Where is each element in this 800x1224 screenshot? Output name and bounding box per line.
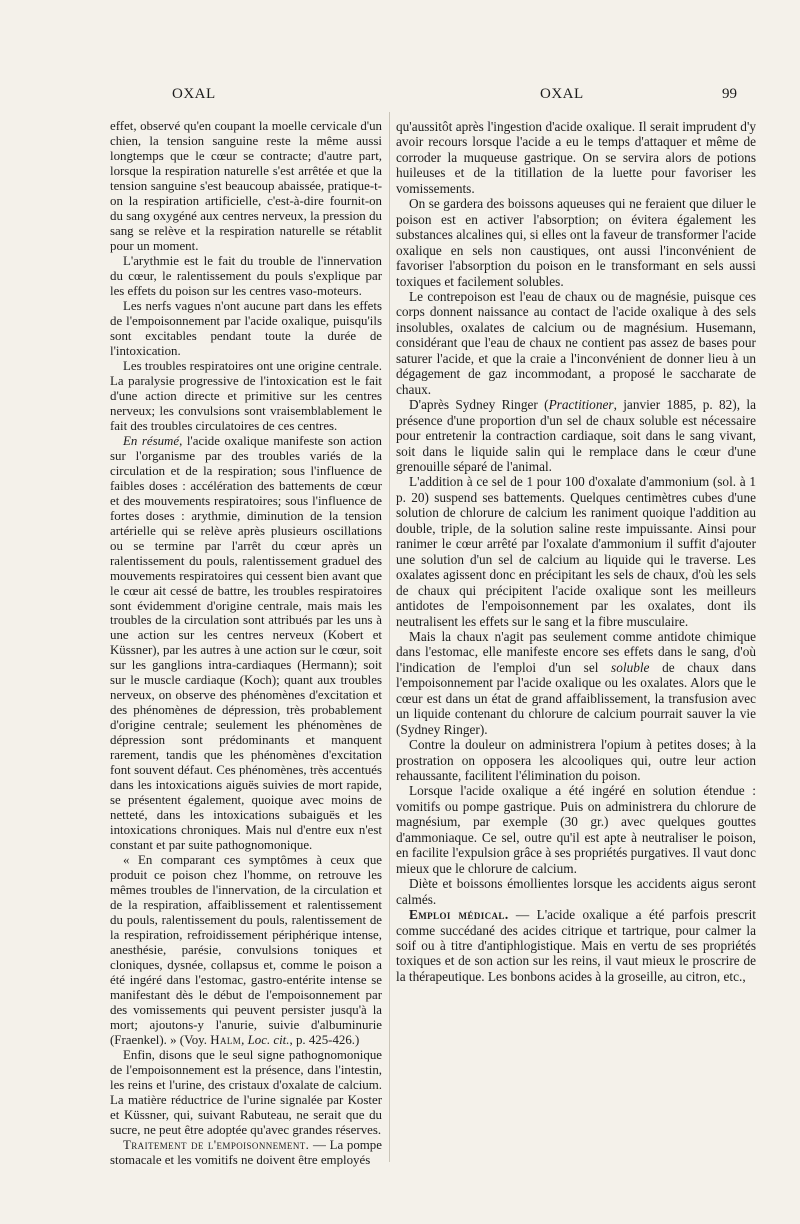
paragraph: Contre la douleur on administrera l'opium à petites doses; à la prostration on opposera les alcooliques qui, outre leur action rehaussante, facilitent l'élimination du poison. [396,737,756,784]
paragraph: Le contrepoison est l'eau de chaux ou de magnésie, puisque ces corps donnent naissance au contact de l'acide oxalique à des sels insolubles, oxalates de calcium ou de magnésium. Husemann, considérant que l'eau de chaux ne contient pas assez de bases pour saturer l'acide, et que la craie a l'inconvénient de donner lieu à un dégagement de gaz incommodant, a proposé le saccharate de chaux. [396,288,756,397]
paragraph: L'addition à ce sel de 1 pour 100 d'oxalate d'ammonium (sol. à 1 p. 20) suspend ses battements. Quelques centimètres cubes d'une solution de chlorure de calcium les raniment quoique l'addition au double, triple, de la solution saline reste impuissante. Ainsi pour ranimer le cœur arrêté par l'oxalate d'ammonium il suffit d'ajouter une solution d'un sel de calcium au liquide qui le traverse. Les oxalates agissent donc en précipitant les sels de chaux, d'où les sels de chaux qui précipitent l'acide oxalique sont les meilleurs antidotes de l'empoisonnement par les oxalates, dont ils neutralisent les effets sur le sang et la fibre musculaire. [396,474,756,629]
section-heading: Emploi médical. [409,907,509,923]
right-column [396,119,756,984]
section-heading: Traitement de l'empoisonnement. [123,1137,310,1152]
running-head-left: OXAL [172,86,216,102]
paragraph-text: , l'acide oxalique manifeste son action sur l'organisme par des troubles variés de la circulation et de la respiration; sous l'influence de faibles doses : accélération des battements de cœur et des mouvements respiratoires; sous l'influence de fortes doses : arythmie, diminution de la tension artérielle qui se relève après plusieurs oscillations ou se termine par l'arrêt du cœur après un ralentissement du pouls, ralentissement graduel des mouvements respiratoires qui cessent bien avant que le cœur ait cessé de battre, les troubles respiratoires sont évidemment d'origine centrale, mais mais les troubles de la circulation sont attribués par les uns à une action sur les centres nerveux (Kobert et Küssner), par les autres à une action sur le cœur, soit sur les ganglions intra-cardiaques (Hermann); soit sur le muscle cardiaque (Koch); quant aux troubles nerveux, on observe des phénomènes d'excitation et des phénomènes de dépression, très probablement d'origine centrale; seulement les phénomènes de dépression sont prédominants et manquent rarement, tandis que les phénomènes d'excitation font souvent défaut. Ces phénomènes, très accentués dans les intoxications aiguës suivies de mort rapide, se présentent également, quoique avec moins de netteté, dans les intoxications subaiguës et les intoxications chroniques. Mais nul d'entre eux n'est constant et par suite pathognomonique. [110,433,382,853]
paragraph-text: de chaux dans l'empoisonnement par l'acide oxalique ou les oxalates. Alors que le cœur est dans un état de grand affaiblissement, la transfusion avec un liquide contenant du chlorure de calcium pourrait sauver la vie (Sydney Ringer). [396,659,756,737]
paragraph [110,434,382,854]
paragraph: L'arythmie est le fait du trouble de l'innervation du cœur, le ralentissement du pouls s'explique par les effets du poison sur les centres vaso-moteurs. [110,253,382,298]
paragraph: On se gardera des boissons aqueuses qui ne feraient que diluer le poison est en activer l'absorption; on évitera également les substances alcalines qui, si elles ont la faveur de transformer l'acide oxalique en sels non caustiques, ont aussi l'inconvénient de favoriser l'absorption du poison en le transformant en sels aussi toxiques et facilement solubles. [396,196,756,289]
paragraph-text: — L'acide oxalique a été parfois prescrit comme succédané des acides citrique et tartrique, pour calmer la soif ou à titre d'antiphlogistique. Mais en vertu de ses propriétés toxiques et de son action sur les reins, il vaut mieux le proscrire de la thérapeutique. Les bonbons acides à la groseille, au citron, etc., [396,907,756,984]
paragraph [396,907,756,984]
paragraph-text: Mais la chaux n'agit pas seulement comme antidote chimique dans l'estomac, elle manifeste encore ses effets dans le sang, d'où l'indication de l'emploi d'un sel [396,628,756,675]
citation-pages: , p. 425-426.) [289,1033,360,1048]
paragraph: Enfin, disons que le seul signe pathognomonique de l'empoisonnement est la présence, dans l'intestin, les reins et l'urine, des cristaux d'oxalate de calcium. La matière réductrice de l'urine signalée par Koster et Küssner, qui, suivant Rabuteau, ne serait que du sucre, ne peut être adoptée qu'avec grandes réserves. [110,1048,382,1137]
paragraph [110,853,382,1048]
paragraph-text: « En comparant ces symptômes à ceux que produit ce poison chez l'homme, on retrouve les mêmes troubles de l'innervation, de la circulation et de la respiration, affaiblissement et ralentissement du pouls, ralentissement du pouls, ralentissement de la respiration, refroidissement périphérique intense, anesthésie, parésie, convulsions toniques et cloniques, dysnée, collapsus et, comme le poison a été ingéré dans l'estomac, gastro-entérite intense se manifestant dès le début de l'empoisonnement par des vomissements qui peuvent persister jusqu'à la mort; ajoutons-y l'anurie, suivie d'albuminurie (Fraenkel). » (Voy. [110,853,382,1048]
journal-title: Practitioner [548,397,614,413]
author-name: Halm [210,1033,242,1048]
running-head-right: OXAL [540,86,584,102]
paragraph-text: — La pompe stomacale et les vomitifs ne doivent être employés [110,1137,382,1167]
paragraph [110,1138,382,1168]
paragraph: Lorsque l'acide oxalique a été ingéré en solution étendue : vomitifs ou pompe gastrique. Puis on administrera du chlorure de magnésium, par exemple (30 gr.) avec quelques gouttes d'ammoniaque. Ce sel, outre qu'il est apte à neutraliser le poison, en facilite l'expulsion grâce à ses propriétés purgatives. Il vaut donc mieux que le chlorure de calcium. [396,783,756,876]
paragraph: effet, observé qu'en coupant la moelle cervicale d'un chien, la tension sanguine reste la même aussi longtemps que le cœur se contracte; d'autre part, lorsque la respiration naturelle s'est arrêtée et que la tension sanguine s'est beaucoup abaissée, pratique-t-on la respiration artificielle, c'est-à-dire fournit-on du sang oxygéné aux centres nerveux, la pression du sang se relève et la respiration naturelle se rétablit pour un moment. [110,119,382,253]
emphasis: En résumé [123,433,180,448]
paragraph: Les nerfs vagues n'ont aucune part dans les effets de l'empoisonnement par l'acide oxalique, puisqu'ils sont excitables pendant toute la durée de l'intoxication. [110,298,382,358]
paragraph-text: D'après Sydney Ringer ( [409,397,549,413]
left-column [110,119,382,1168]
citation-ref: , Loc. cit. [241,1033,290,1048]
paragraph: qu'aussitôt après l'ingestion d'acide oxalique. Il serait imprudent d'y avoir recours lorsque l'acide a eu le temps d'attaquer et même de corroder la muqueuse gastrique. On se servira alors de potions huileuses et de la titillation de la luette pour favoriser les vomissements. [396,119,756,196]
paragraph [396,629,756,737]
paragraph [396,397,756,474]
paragraph: Diète et boissons émollientes lorsque les accidents aigus seront calmés. [396,876,756,907]
emphasis: soluble [611,659,650,675]
paragraph: Les troubles respiratoires ont une origine centrale. La paralysie progressive de l'intoxication est le fait d'une action directe et primitive sur les centres nerveux; les convulsions sont vraisemblablement le fait des troubles circulatoires de ces centres. [110,358,382,433]
paragraph-text: , janvier 1885, p. 82), la présence d'une proportion d'un sel de chaux soluble est nécessaire pour entretenir la contraction cardiaque, soit dans le sang vivant, soit dans le liquide salin qui le remplace dans le cœur d'une grenouille séparé de l'animal. [396,397,756,474]
column-divider [389,112,390,1162]
page-number: 99 [722,86,737,102]
